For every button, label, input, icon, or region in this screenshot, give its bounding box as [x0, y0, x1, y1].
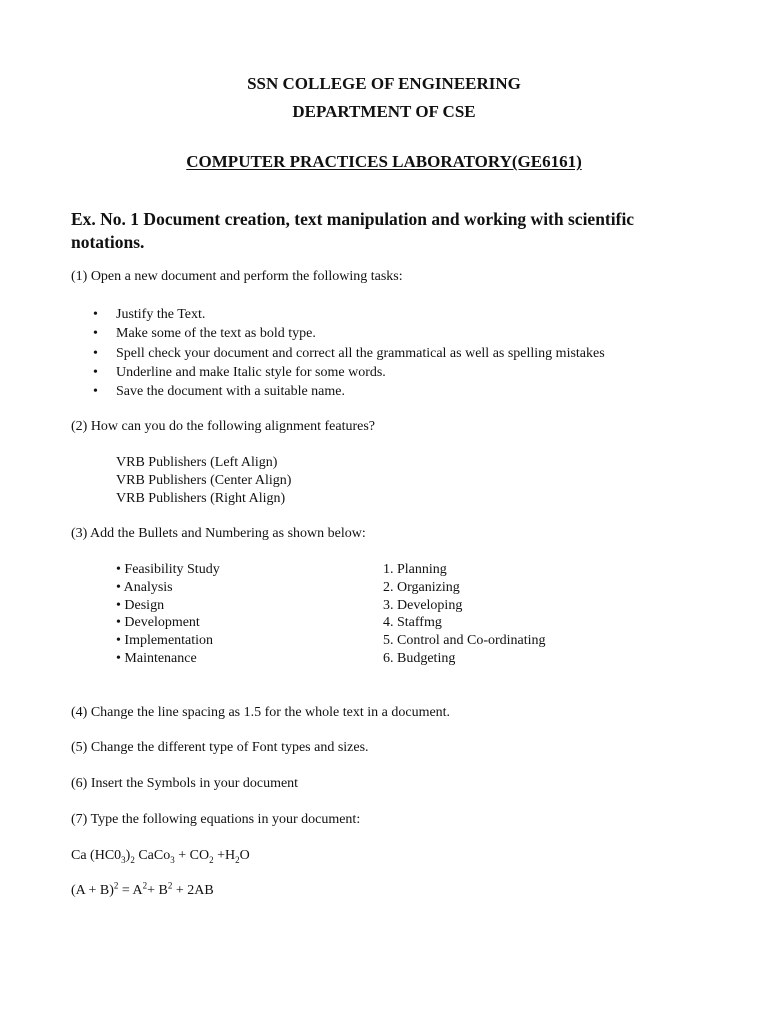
bullet-icon: • [93, 345, 98, 361]
list-item: 4. Staffmg [383, 615, 442, 631]
algebra-equation: $(A + B)^2 = A^2+ B^2 + 2AB$ [71, 880, 214, 898]
list-item: 1. Planning [383, 562, 447, 577]
list-item: 6. Budgeting [383, 650, 456, 666]
list-item: • Implementation [116, 633, 214, 649]
right-align-line: VRB Publishers (Right Align) [116, 491, 286, 506]
question-1: (1) Open a new document and perform the following tasks: [71, 269, 403, 284]
exercise-heading: Ex. No. 1 Document creation, text manipulation and working with scientific notations. [71, 209, 635, 252]
list-item: 2. Organizing [383, 579, 460, 595]
bulleted-list [116, 561, 220, 668]
bullet-icon: • [93, 364, 98, 380]
alignment-examples [116, 454, 291, 508]
bullet-icon: • [93, 326, 98, 342]
question-5: (5) Change the different type of Font types and sizes. [71, 740, 369, 755]
list-item: • Feasibility Study [116, 562, 220, 577]
center-align-line: VRB Publishers (Center Align) [116, 473, 292, 488]
question-3: (3) Add the Bullets and Numbering as shown below: [71, 526, 366, 541]
list-item: • Save the document with a suitable name. [93, 382, 605, 401]
list-item: • Analysis [116, 579, 173, 595]
bullet-icon: • [93, 307, 98, 322]
list-item: 3. Developing [383, 597, 463, 613]
numbered-list [383, 561, 546, 668]
question-7: (7) Type the following equations in your document: [71, 812, 361, 827]
list-item: • Underline and make Italic style for some words. [93, 363, 605, 382]
list-item: • Justify the Text. [93, 305, 605, 324]
list-item: • Maintenance [116, 650, 197, 666]
list-item: 5. Control and Co-ordinating [383, 633, 546, 649]
list-item: • Make some of the text as bold type. [93, 324, 605, 343]
question-4: (4) Change the line spacing as 1.5 for the whole text in a document. [71, 705, 451, 720]
question-6: (6) Insert the Symbols in your document [71, 776, 299, 791]
chemical-equation: Ca $(HC0_3)_2$ CaCo$_3$ + $CO_2 +H_2O$ [71, 848, 250, 865]
question-2: (2) How can you do the following alignment features? [71, 419, 376, 434]
lab-title: COMPUTER PRACTICES LABORATORY(GE6161) [186, 152, 582, 171]
department-title: DEPARTMENT OF CSE [292, 102, 476, 121]
list-item: • Design [116, 597, 165, 613]
task-bullet-list [93, 305, 605, 401]
bullet-icon: • [93, 384, 98, 400]
left-align-line: VRB Publishers (Left Align) [116, 455, 278, 470]
college-title: SSN COLLEGE OF ENGINEERING [247, 74, 521, 93]
list-item: • Development [116, 615, 200, 631]
list-item: • Spell check your document and correct all the grammatical as well as spelling mistakes [93, 344, 605, 363]
